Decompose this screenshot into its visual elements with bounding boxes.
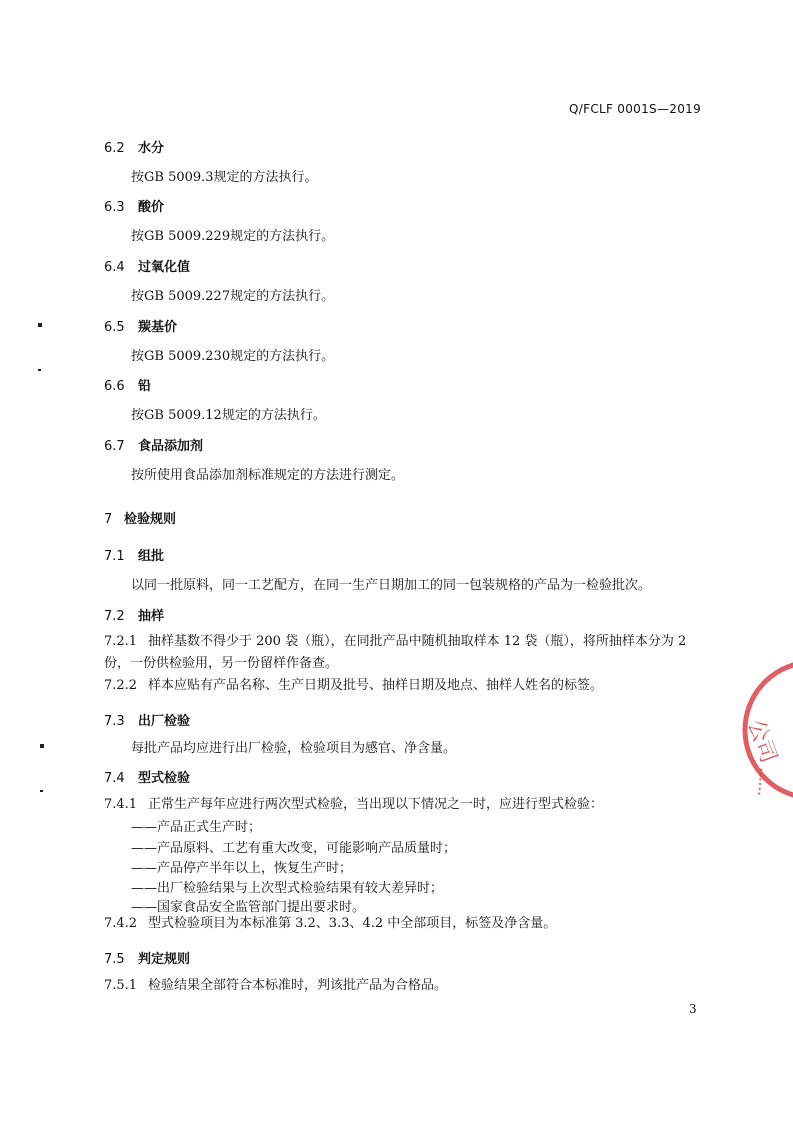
clause-number: 7.4.1 — [104, 797, 138, 812]
section-6-4-text: 按GB 5009.227规定的方法执行。 — [131, 289, 335, 304]
svg-text:••••••: •••••• — [754, 766, 766, 797]
section-6-6-text: 按GB 5009.12规定的方法执行。 — [131, 408, 326, 423]
section-title: 水分 — [138, 141, 165, 156]
clause-7-5-1 — [104, 975, 704, 997]
clause-text: 型式检验项目为本标准第 3.2、3.3、4.2 中全部项目，标签及净含量。 — [148, 916, 557, 931]
section-6-5-text: 按GB 5009.230规定的方法执行。 — [131, 349, 335, 364]
section-7-4-heading — [104, 767, 190, 786]
list-item: ——产品原料、工艺有重大改变，可能影响产品质量时； — [131, 841, 457, 856]
section-6-2-heading — [104, 137, 164, 156]
section-number: 7.4 — [104, 771, 125, 786]
section-title: 酸价 — [138, 200, 165, 215]
section-7-3-heading — [104, 710, 190, 729]
clause-number: 7.2.1 — [104, 634, 138, 649]
section-6-7-text: 按所使用食品添加剂标准规定的方法进行测定。 — [131, 468, 405, 483]
clause-text-line1: 抽样基数不得少于 200 袋（瓶），在同批产品中随机抽取样本 12 袋（瓶），将所抽样本分为 2 — [148, 634, 687, 649]
section-title: 过氧化值 — [138, 260, 191, 275]
section-number: 7.1 — [104, 549, 125, 564]
section-6-4-heading — [104, 256, 190, 275]
section-6-2-text: 按GB 5009.3规定的方法执行。 — [131, 170, 318, 185]
section-7-1-text: 以同一批原料，同一工艺配方，在同一生产日期加工的同一包装规格的产品为一检验批次。 — [131, 578, 652, 593]
section-title: 组批 — [138, 549, 165, 564]
chapter-number: 7 — [104, 512, 113, 527]
section-title: 羰基价 — [138, 320, 178, 335]
section-title: 食品添加剂 — [138, 439, 204, 454]
chapter-7-heading — [104, 508, 176, 527]
scan-mark — [40, 790, 43, 792]
list-item: ——产品停产半年以上，恢复生产时； — [131, 861, 353, 876]
clause-text: 样本应贴有产品名称、生产日期及批号、抽样日期及地点、抽样人姓名的标签。 — [148, 678, 604, 693]
list-item: ——出厂检验结果与上次型式检验结果有较大差异时； — [131, 881, 444, 896]
clause-number: 7.4.2 — [104, 916, 138, 931]
list-item: ——国家食品安全监管部门提出要求时。 — [131, 900, 366, 915]
section-number: 6.7 — [104, 439, 125, 454]
section-number: 6.5 — [104, 320, 125, 335]
list-item: ——产品正式生产时； — [131, 820, 262, 835]
section-7-5-heading — [104, 948, 190, 967]
section-6-6-heading — [104, 375, 151, 394]
section-title: 判定规则 — [138, 952, 191, 967]
section-6-3-heading — [104, 196, 164, 215]
section-title: 出厂检验 — [138, 714, 191, 729]
clause-7-2-2 — [104, 675, 704, 697]
section-number: 6.2 — [104, 141, 125, 156]
section-number: 6.6 — [104, 379, 125, 394]
section-7-1-heading — [104, 545, 164, 564]
section-6-7-heading — [104, 435, 203, 454]
section-number: 7.2 — [104, 609, 125, 624]
clause-7-4-2 — [104, 913, 704, 935]
section-number: 7.5 — [104, 952, 125, 967]
clause-text: 正常生产每年应进行两次型式检验，当出现以下情况之一时，应进行型式检验： — [148, 797, 604, 812]
standard-code: Q/FCLF 0001S—2019 — [569, 102, 701, 116]
scan-mark — [40, 744, 44, 748]
section-number: 6.4 — [104, 260, 125, 275]
company-seal — [728, 655, 793, 805]
seal-text: 公司 — [742, 716, 781, 767]
section-7-3-text: 每批产品均应进行出厂检验，检验项目为感官、净含量。 — [131, 741, 457, 756]
section-7-2-heading — [104, 605, 164, 624]
clause-text: 检验结果全部符合本标准时，判该批产品为合格品。 — [148, 978, 448, 993]
clause-number: 7.5.1 — [104, 978, 138, 993]
section-title: 抽样 — [138, 609, 165, 624]
clause-7-2-1 — [104, 631, 704, 675]
clause-text-line2: 份，一份供检验用，另一份留样作备查。 — [104, 656, 339, 671]
section-6-5-heading — [104, 316, 177, 335]
section-6-3-text: 按GB 5009.229规定的方法执行。 — [131, 229, 335, 244]
section-number: 7.3 — [104, 714, 125, 729]
section-title: 型式检验 — [138, 771, 191, 786]
page-number: 3 — [689, 1002, 697, 1016]
chapter-title: 检验规则 — [124, 512, 177, 527]
section-number: 6.3 — [104, 200, 125, 215]
clause-7-4-1 — [104, 794, 704, 816]
clause-number: 7.2.2 — [104, 678, 138, 693]
scan-mark — [38, 369, 41, 371]
scan-mark — [38, 323, 42, 327]
section-title: 铅 — [138, 379, 152, 394]
